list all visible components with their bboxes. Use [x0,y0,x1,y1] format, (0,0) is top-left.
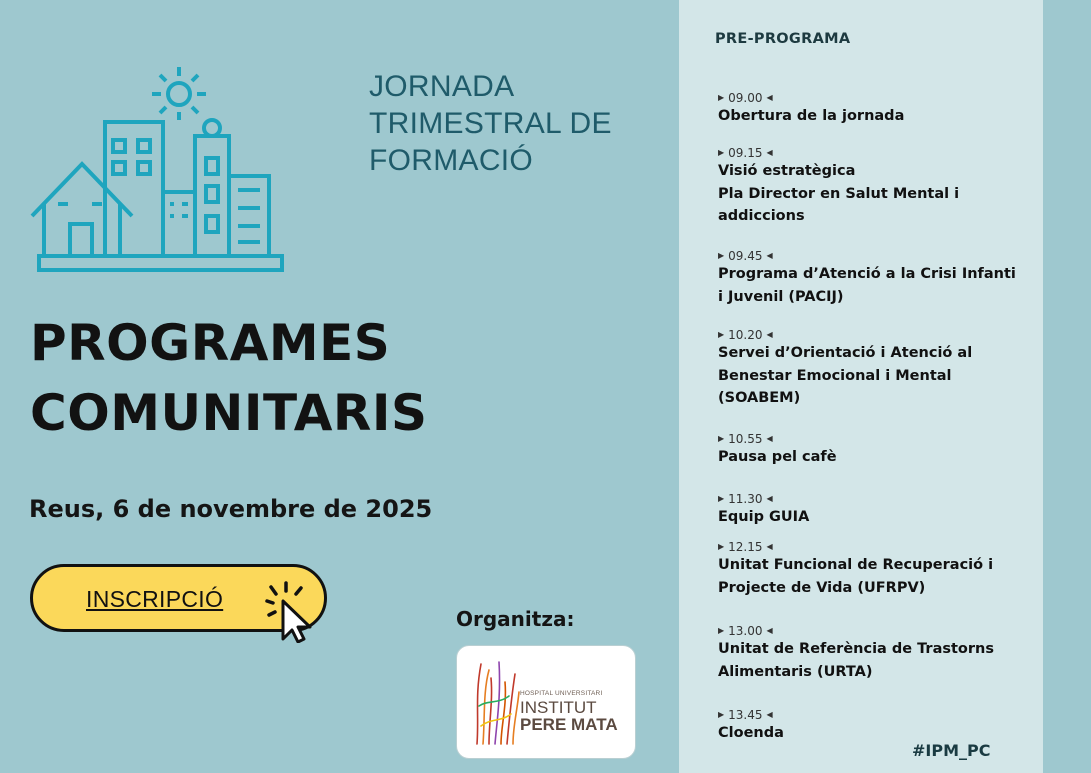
program-item-title: Unitat Funcional de Recuperació i Projecte de Vida (UFRPV) [718,557,994,596]
title-line: COMUNITARIS [30,384,428,442]
triangle-right-icon: ▶ [718,710,725,719]
logo-name-line1: INSTITUT [520,698,597,717]
program-item [718,249,1018,308]
triangle-right-icon: ▶ [718,251,725,260]
program-item-title: Equip GUIA [718,509,810,525]
jornada-line: FORMACIÓ [369,144,534,177]
triangle-left-icon: ◀ [766,148,773,157]
page-title [30,308,650,448]
triangle-right-icon: ▶ [718,626,725,635]
program-item-time: 11.30 [728,492,763,506]
program-item-time: 09.15 [728,146,763,160]
program-panel [679,0,1043,773]
program-item [718,432,1018,469]
program-item-title: Programa d’Atenció a la Crisi Infanti i Juvenil (PACIJ) [718,266,1016,305]
program-item-time: 09.45 [728,249,763,263]
program-item-title: Obertura de la jornada [718,108,905,124]
triangle-left-icon: ◀ [766,434,773,443]
hashtag: #IPM_PC [912,741,991,760]
triangle-left-icon: ◀ [766,710,773,719]
city-buildings-icon [30,64,290,276]
triangle-right-icon: ▶ [718,434,725,443]
triangle-left-icon: ◀ [766,330,773,339]
triangle-left-icon: ◀ [766,542,773,551]
institut-pere-mata-logo [456,645,636,759]
program-item [718,328,1018,410]
program-item-time: 13.45 [728,708,763,722]
triangle-right-icon: ▶ [718,330,725,339]
program-item [718,492,1018,529]
triangle-right-icon: ▶ [718,93,725,102]
program-item-time: 09.00 [728,91,763,105]
organizer-label: Organitza: [456,607,575,631]
jornada-line: TRIMESTRAL DE [369,107,612,140]
program-item [718,540,1018,599]
event-series-heading [369,68,669,179]
triangle-left-icon: ◀ [766,251,773,260]
triangle-left-icon: ◀ [766,93,773,102]
program-title: PRE-PROGRAMA [715,31,851,47]
program-item-title: Servei d’Orientació i Atenció al Benestar Emocional i Mental (SOABEM) [718,345,973,406]
title-line: PROGRAMES [30,314,391,372]
triangle-right-icon: ▶ [718,542,725,551]
program-item-title: Unitat de Referència de Trastorns Alimentaris (URTA) [718,641,994,680]
sun-icon [152,67,206,120]
program-item-title: Visió estratègica Pla Director en Salut Mental i addiccions [718,163,960,224]
program-item [718,624,1018,683]
program-item [718,146,1018,228]
logo-name-line2: PERE MATA [520,715,618,734]
jornada-line: JORNADA [369,70,515,103]
register-button-label[interactable]: INSCRIPCIÓ [86,586,224,612]
triangle-right-icon: ▶ [718,148,725,157]
program-item-time: 12.15 [728,540,763,554]
event-date: Reus, 6 de novembre de 2025 [29,495,433,523]
logo-subtitle: HOSPITAL UNIVERSITARI [520,690,603,697]
click-cursor-icon [259,581,321,643]
program-item-time: 10.55 [728,432,763,446]
program-item-time: 10.20 [728,328,763,342]
right-margin-strip [1043,0,1091,773]
triangle-left-icon: ◀ [766,626,773,635]
logo-mark-icon [471,656,521,748]
program-item-title: Cloenda [718,725,784,741]
register-button[interactable] [30,564,327,632]
triangle-right-icon: ▶ [718,494,725,503]
program-item [718,708,1018,745]
program-item-title: Pausa pel cafè [718,449,837,465]
program-item [718,91,1018,128]
triangle-left-icon: ◀ [766,494,773,503]
program-item-time: 13.00 [728,624,763,638]
